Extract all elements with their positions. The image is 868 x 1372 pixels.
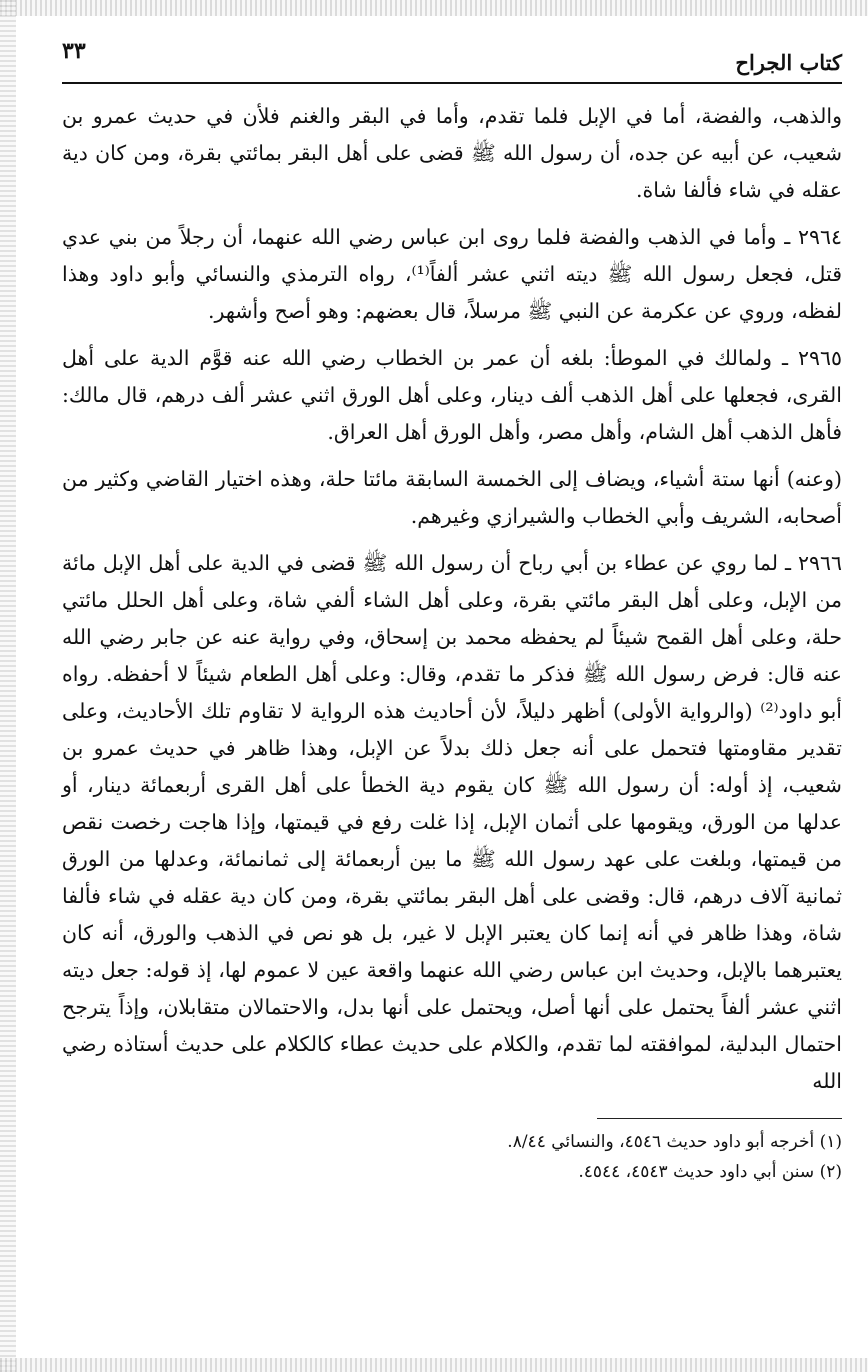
book-title: كتاب الجراح (735, 50, 842, 75)
document-page (62, 30, 842, 1352)
paragraph: ٢٩٦٦ ـ لما روي عن عطاء بن أبي رباح أن رسول الله ﷺ قضى في الدية على أهل الإبل مائة من الإبل، وعلى أهل البقر مائتي بقرة، وعلى أهل الشاء ألفي شاة، وعلى أهل الحلل مائتي حلة، وعلى أهل القمح شيئاً لم يحفظه محمد بن إسحاق، وفي رواية عنه عن جابر رضي الله عنه قال: فرض رسول الله ﷺ فذكر ما تقدم، وقال: وعلى أهل الطعام شيئاً لا أحفظه. رواه أبو داود⁽²⁾ (والرواية الأولى) أظهر دليلاً، لأن أحاديث هذه الرواية لا تقاوم تلك الأحاديث، وعلى تقدير مقاومتها فتحمل على أنه جعل ذلك بدلاً عن الإبل، وهذا ظاهر في حديث عمرو بن شعيب، إذ أوله: أن رسول الله ﷺ كان يقوم دية الخطأ على أهل القرى أربعمائة دينار، أو عدلها من الورق، ويقومها على أثمان الإبل، إذا غلت رفع في قيمتها، وإذا هاجت رخصت نقص من قيمتها، وبلغت على عهد رسول الله ﷺ ما بين أربعمائة إلى ثمانمائة، وعدلها من الورق ثمانية آلاف درهم، قال: وقضى على أهل البقر بمائتي بقرة، ومن كان دية عقله في شاء فألفا شاة، وهذا ظاهر في أنه إنما كان يعتبر الإبل لا غير، بل هو نص في الذهب والورق، أنه كان يعتبرهما بالإبل، وحديث ابن عباس رضي الله عنهما واقعة عين لا عموم لها، إذ قوله: جعل ديته اثني عشر ألفاً يحتمل على أنها أصل، ويحتمل على أنها بدل، والاحتمالان متقابلان، وإذاً يترجح احتمال البدلية، لموافقته لما تقدم، والكلام على حديث عطاء كالكلام على حديث أستاذه رضي الله (62, 551, 842, 1093)
footnote: (١) أخرجه أبو داود حديث ٤٥٤٦، والنسائي ٨/٤٤. (507, 1132, 842, 1152)
paragraph: (وعنه) أنها ستة أشياء، ويضاف إلى الخمسة السابقة مائتا حلة، وهذه اختيار القاضي وكثير من أصحابه، الشريف وأبي الخطاب والشيرازي وغيرهم. (62, 467, 842, 528)
footnotes (62, 1127, 842, 1187)
page-border-bottom (0, 1358, 868, 1372)
paragraph: ٢٩٦٥ ـ ولمالك في الموطأ: بلغه أن عمر بن الخطاب رضي الله عنه قوَّم الدية على أهل القرى، فجعلها على أهل الذهب ألف دينار، وعلى أهل الورق اثني عشر ألف درهم، قال مالك: فأهل الذهب أهل الشام، وأهل مصر، وأهل الورق أهل العراق. (62, 346, 842, 444)
page-border-left (0, 0, 16, 1372)
paragraph: ٢٩٦٤ ـ وأما في الذهب والفضة فلما روى ابن عباس رضي الله عنهما، أن رجلاً من بني عدي قتل، فجعل رسول الله ﷺ ديته اثني عشر ألفاً⁽¹⁾، رواه الترمذي والنسائي وأبو داود وهذا لفظه، وروي عن عكرمة عن النبي ﷺ مرسلاً، قال بعضهم: وهو أصح وأشهر. (62, 225, 843, 323)
page-header (62, 30, 842, 84)
footnote-divider (597, 1118, 842, 1119)
page-number: ٣٣ (62, 38, 86, 64)
paragraph: والذهب، والفضة، أما في الإبل فلما تقدم، وأما في البقر والغنم فلأن في حديث عمرو بن شعيب، عن أبيه عن جده، أن رسول الله ﷺ قضى على أهل البقر بمائتي بقرة، ومن كان دية عقله في شاء فألفا شاة. (62, 104, 842, 202)
page-border-top (0, 0, 868, 16)
main-text (62, 98, 842, 1100)
footnote: (٢) سنن أبي داود حديث ٤٥٤٣، ٤٥٤٤. (578, 1162, 842, 1182)
